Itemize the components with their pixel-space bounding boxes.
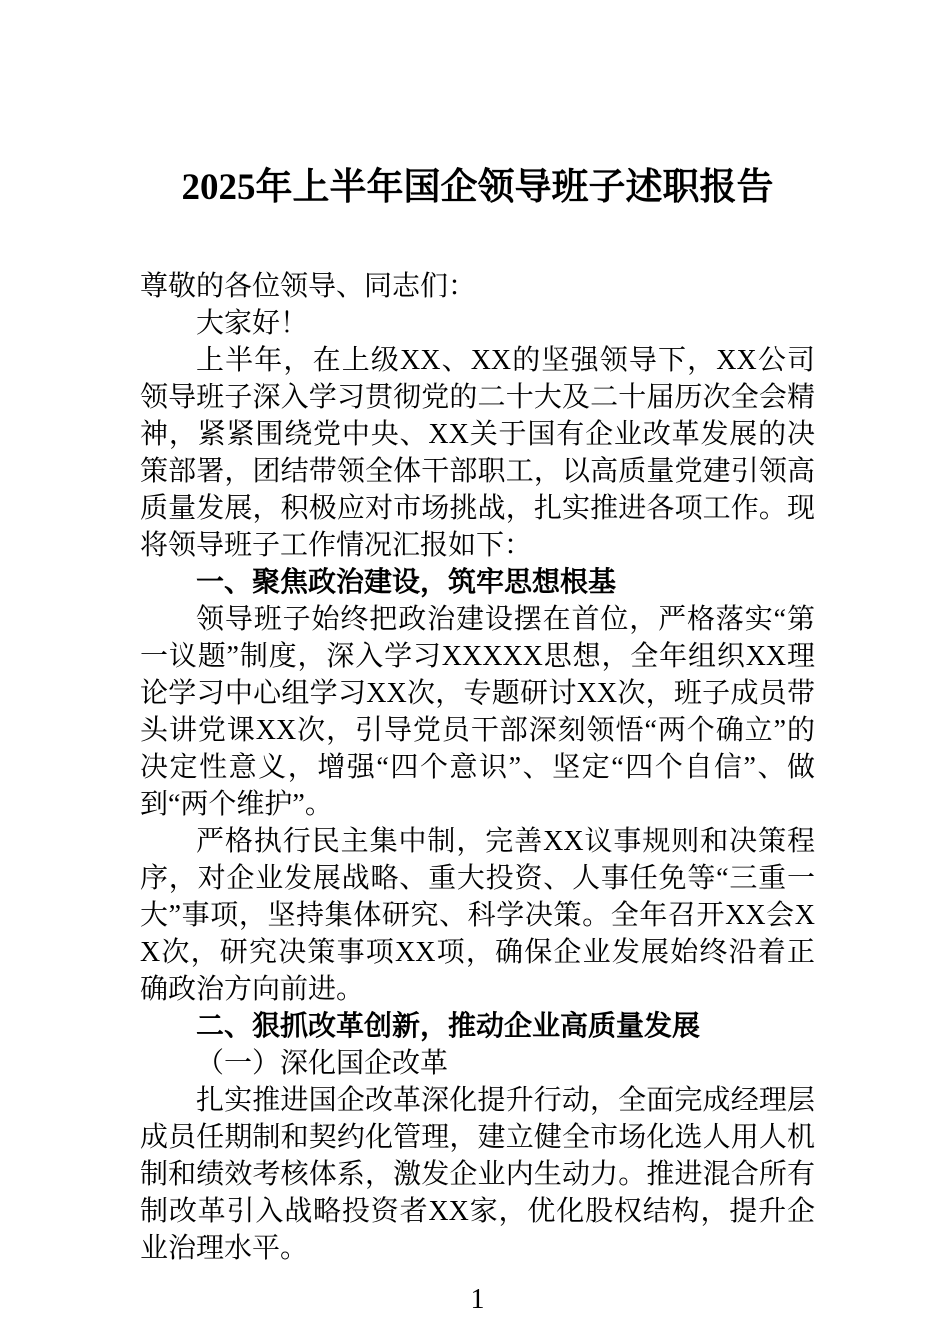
- section-heading: 二、狠抓改革创新，推动企业高质量发展: [196, 1011, 701, 1042]
- paragraph: 领导班子始终把政治建设摆在首位，严格落实“第一议题”制度，深入学习XXXXX思想，全年组织XX理论学习中心组学习XX次，专题研讨XX次，班子成员带头讲党课XX次，引导党员干部深刻领悟“两个确立”的决定性意义，增强“四个意识”、坚定“四个自信”、做到“两个维护”。: [140, 604, 815, 820]
- paragraph: 尊敬的各位领导、同志们：: [140, 271, 477, 302]
- paragraph: 扎实推进国企改革深化提升行动，全面完成经理层成员任期制和契约化管理，建立健全市场化选人用人机制和绩效考核体系，激发企业内生动力。推进混合所有制改革引入战略投资者XX家，优化股权结构，提升企业治理水平。: [140, 1085, 815, 1264]
- section-heading: （一）深化国企改革: [196, 1048, 449, 1079]
- paragraphs: [140, 268, 815, 1267]
- paragraph: 严格执行民主集中制，完善XX议事规则和决策程序，对企业发展战略、重大投资、人事任免等“三重一大”事项，坚持集体研究、科学决策。全年召开XX会XX次，研究决策事项XX项，确保企业发展始终沿着正确政治方向前进。: [140, 826, 815, 1005]
- paragraph: 上半年，在上级XX、XX的坚强领导下，XX公司领导班子深入学习贯彻党的二十大及二十届历次全会精神，紧紧围绕党中央、XX关于国有企业改革发展的决策部署，团结带领全体干部职工，以高质量党建引领高质量发展，积极应对市场挑战，扎实推进各项工作。现将领导班子工作情况汇报如下：: [140, 345, 815, 561]
- section-heading: 一、聚焦政治建设，筑牢思想根基: [196, 567, 617, 598]
- page-number: 1: [470, 1284, 485, 1315]
- document-title: 2025年上半年国企领导班子述职报告: [181, 167, 774, 208]
- paragraph: 大家好！: [196, 308, 309, 339]
